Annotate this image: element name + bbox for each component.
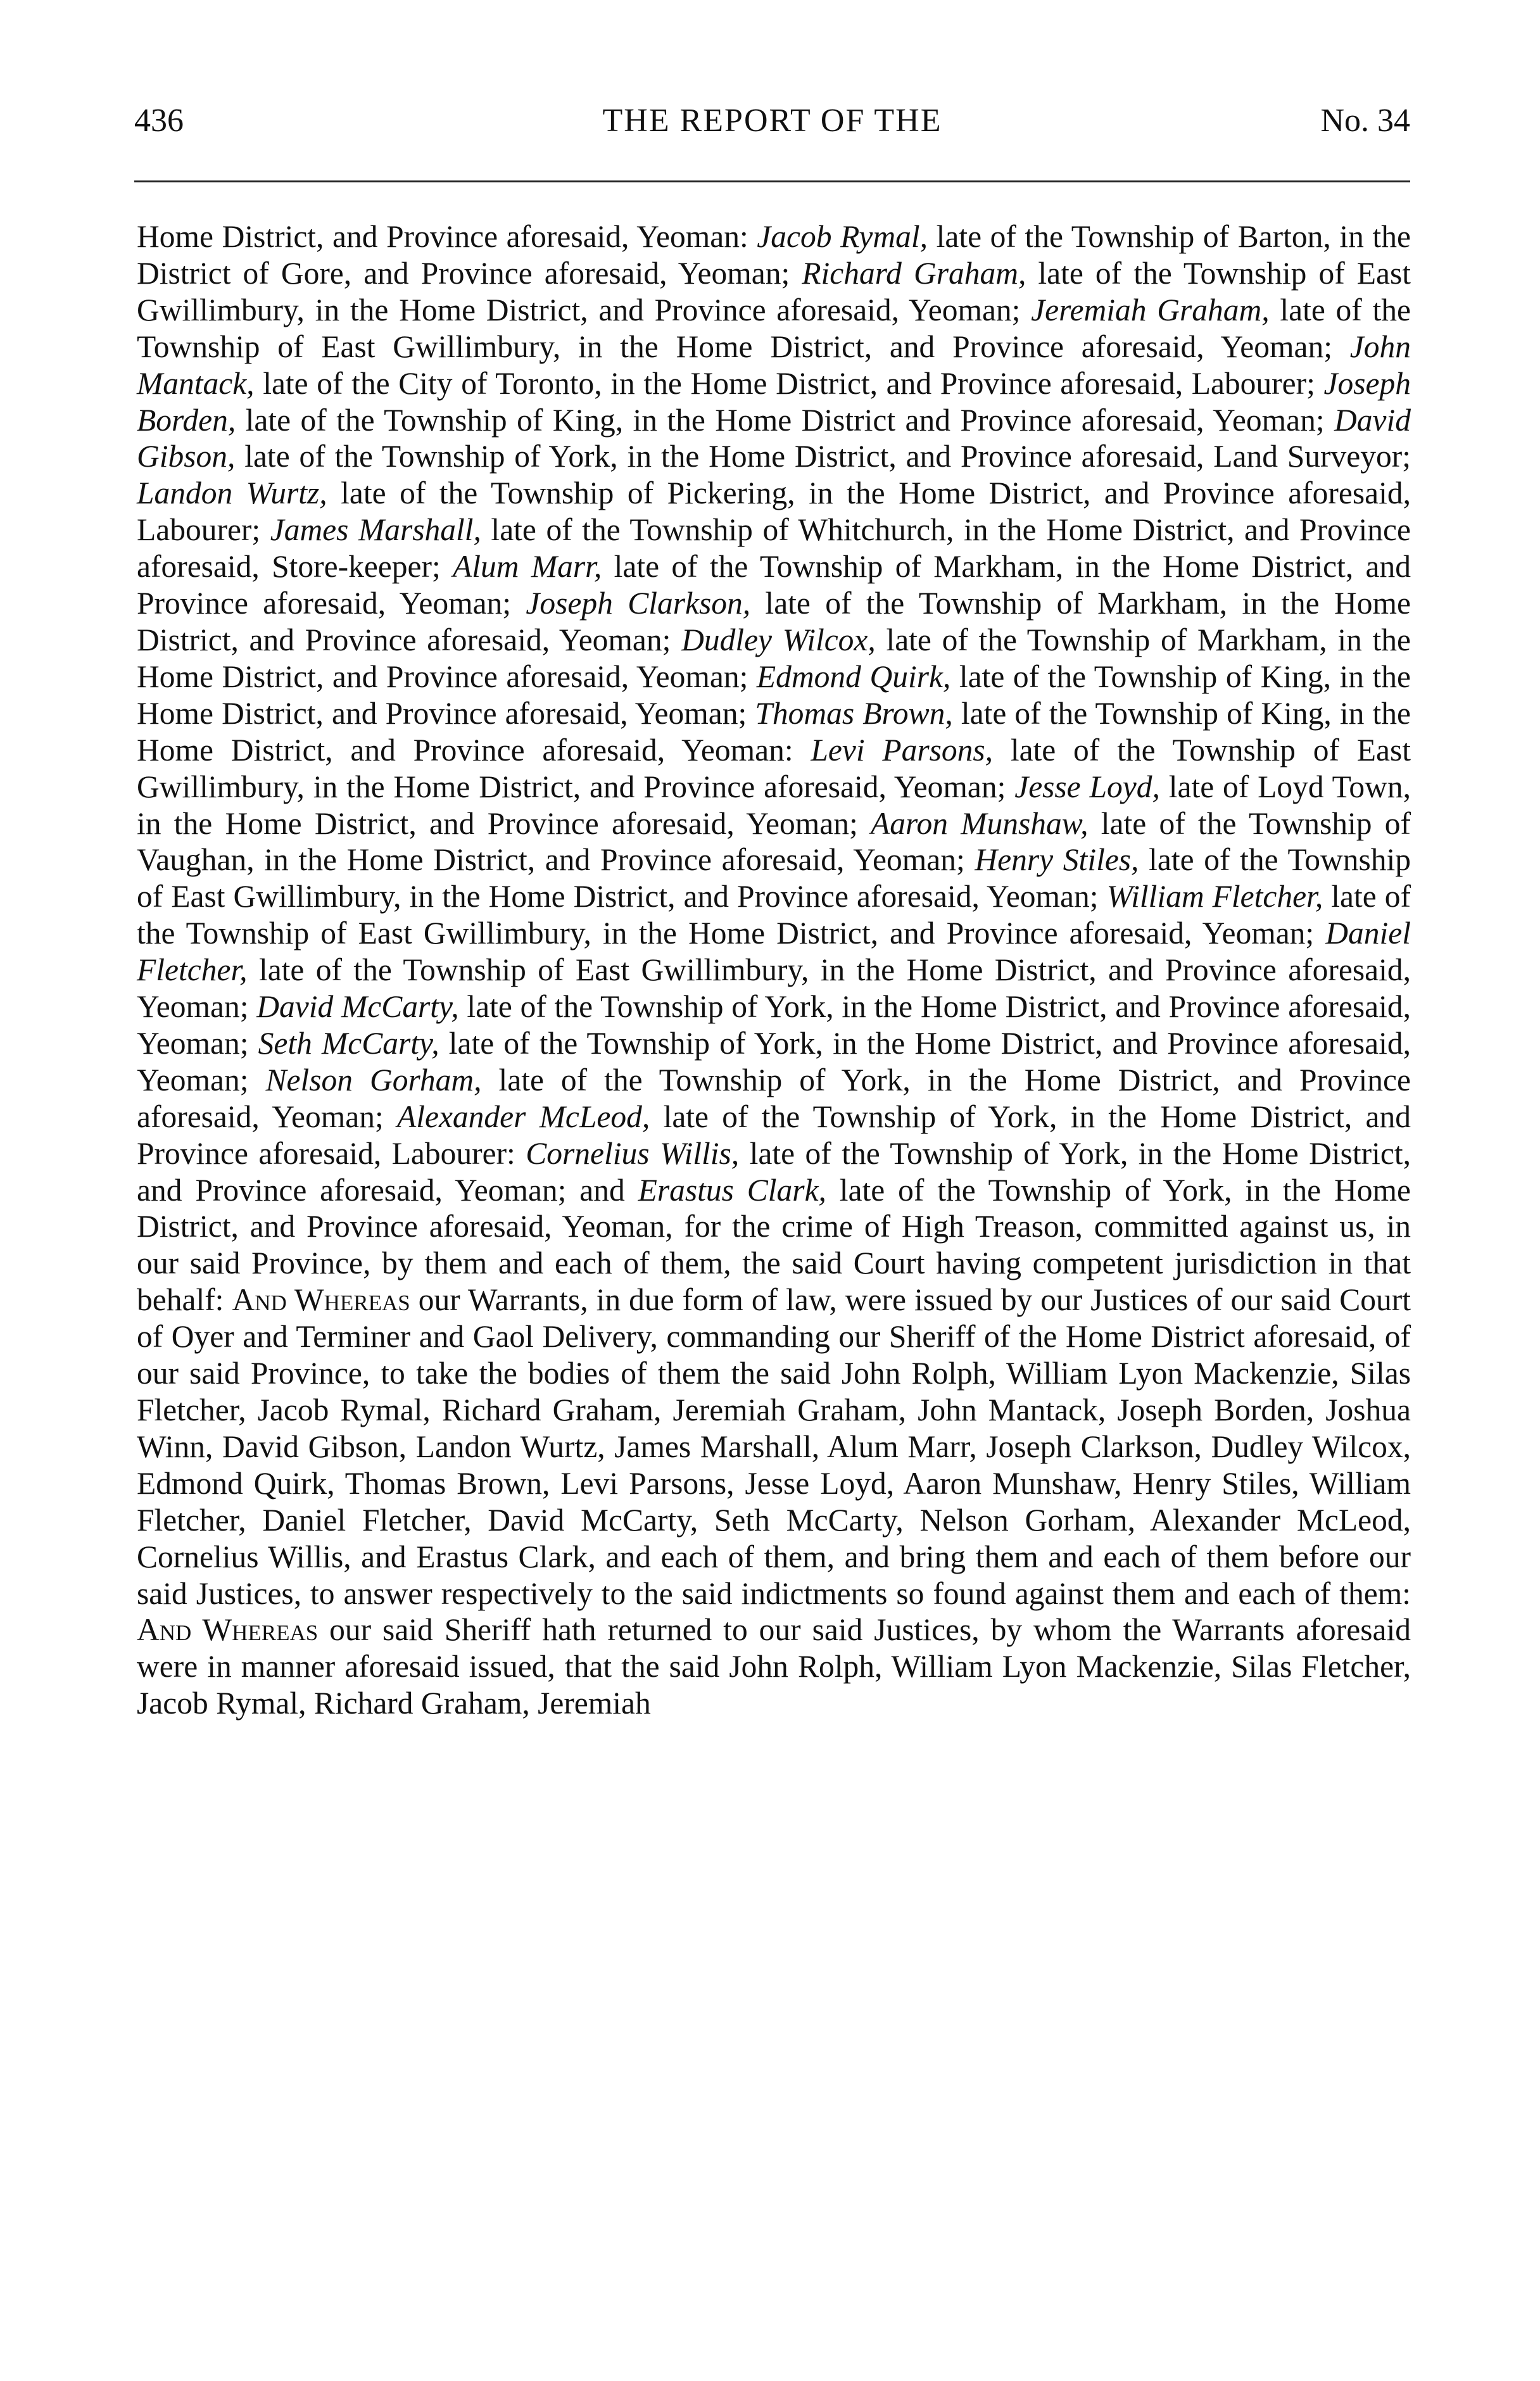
text-run: late of the Township of East Gwillimbury, in the Home District, and Province aforesaid, Yeoman; xyxy=(137,842,1411,914)
person-name: Jesse Loyd, xyxy=(1014,769,1160,804)
text-run: late of the Township of Markham, in the Home District, and Province aforesaid, Yeoman; xyxy=(137,622,1411,694)
text-run: late of the Township of Vaughan, in the Home District, and Province aforesaid, Yeoman; xyxy=(137,805,1411,878)
person-name: Nelson Gorham, xyxy=(265,1062,482,1097)
text-run: late of the Township of King, in the Home District, and Province aforesaid, Yeoman; xyxy=(137,659,1411,731)
text-run: late of the Township of York, in the Home District, and Province aforesaid, Yeoman; xyxy=(137,1062,1411,1134)
person-name: Alexander McLeod, xyxy=(397,1099,650,1134)
person-name: David Gibson, xyxy=(137,402,1411,474)
text-run: late of the Township of Markham, in the Home District, and Province aforesaid, Yeoman; xyxy=(137,586,1411,657)
text-run: late of the Township of York, in the Home District, and Province aforesaid, Yeoman, for the crime of High Treason, committed against us, in our said Province, by them and each of them, the said Court having competent jurisdiction in that behalf: xyxy=(137,1172,1411,1318)
body-text xyxy=(137,218,1411,2245)
person-name: Daniel Fletcher, xyxy=(137,916,1411,988)
person-name: Cornelius Willis, xyxy=(526,1135,740,1171)
person-name: Levi Parsons, xyxy=(811,732,994,767)
text-run: late of the Township of Pickering, in the Home District, and Province aforesaid, Labourer; xyxy=(137,476,1411,548)
small-caps-phrase: And Whereas xyxy=(137,1612,319,1648)
text-run: our said Sheriff hath returned to our said Justices, by whom the Warrants aforesaid were in manner aforesaid issued, that the said John Rolph, William Lyon Mackenzie, Silas Fletcher, Jacob Rymal, Richard Graham, Jeremiah xyxy=(137,1612,1411,1721)
person-name: Jeremiah Graham, xyxy=(1031,292,1270,327)
text-run: late of the Township of East Gwillimbury, in the Home District, and Province aforesaid, Yeoman; xyxy=(137,879,1411,951)
text-run: late of the Township of King, in the Home District and Province aforesaid, Yeoman; xyxy=(236,402,1335,438)
person-name: Joseph Borden, xyxy=(137,365,1411,438)
running-title: THE REPORT OF THE xyxy=(602,103,942,139)
person-name: Joseph Clarkson, xyxy=(526,586,751,621)
person-name: Henry Stiles, xyxy=(975,842,1139,878)
person-name: Edmond Quirk, xyxy=(756,659,951,694)
text-run: late of the Township of York, in the Home District, and Province aforesaid, Land Surveyor; xyxy=(235,439,1411,474)
text-run: late of the Township of Barton, in the District of Gore, and Province aforesaid, Yeoman; xyxy=(137,219,1411,291)
person-name: Alum Marr, xyxy=(453,549,602,584)
person-name: James Marshall, xyxy=(270,512,481,548)
person-name: Aaron Munshaw, xyxy=(871,805,1089,841)
text-run: late of the City of Toronto, in the Home District, and Province aforesaid, Labourer; xyxy=(254,365,1324,401)
text-run: late of the Township of East Gwillimbury, in the Home District, and Province aforesaid, Yeoman; xyxy=(137,732,1411,804)
person-name: Thomas Brown, xyxy=(755,695,953,731)
person-name: Landon Wurtz, xyxy=(137,476,327,511)
text-run: late of the Township of East Gwillimbury, in the Home District, and Province aforesaid, Yeoman; xyxy=(137,292,1411,364)
person-name: Jacob Rymal, xyxy=(757,219,928,254)
person-name: Erastus Clark, xyxy=(638,1172,826,1208)
text-run: late of the Township of York, in the Home District, and Province aforesaid, Yeoman; xyxy=(137,989,1411,1061)
document-number: No. 34 xyxy=(1320,103,1410,139)
body-paragraph xyxy=(137,218,1411,1722)
text-run: late of the Township of York, in the Home District, and Province aforesaid, Yeoman; and xyxy=(137,1135,1411,1208)
text-run: our Warrants, in due form of law, were issued by our Justices of our said Court of Oyer and Terminer and Gaol Delivery, commanding our Sheriff of the Home District aforesaid, of our said Province, to take the bodies of them the said John Rolph, William Lyon Mackenzie, Silas Fletcher, Jacob Rymal, Richard Graham, Jeremiah Graham, John Mantack, Joseph Borden, Joshua Winn, David Gibson, Landon Wurtz, James Marshall, Alum Marr, Joseph Clarkson, Dudley Wilcox, Edmond Quirk, Thomas Brown, Levi Parsons, Jesse Loyd, Aaron Munshaw, Henry Stiles, William Fletcher, Daniel Fletcher, David McCarty, Seth McCarty, Nelson Gorham, Alexander McLeod, Cornelius Willis, and Erastus Clark, and each of them, and bring them and each of them before our said Justices, to answer respectively to the said indictments so found against them and each of them: xyxy=(137,1282,1411,1611)
person-name: William Fletcher, xyxy=(1106,879,1323,914)
text-run: late of the Township of York, in the Home District, and Province aforesaid, Labourer: xyxy=(137,1099,1411,1171)
text-run: late of the Township of East Gwillimbury, in the Home District, and Province aforesaid, Yeoman; xyxy=(137,255,1411,327)
small-caps-phrase: And Whereas xyxy=(232,1282,410,1318)
person-name: David McCarty, xyxy=(256,989,459,1025)
page-number: 436 xyxy=(134,103,184,139)
header-rule xyxy=(134,180,1410,182)
person-name: Richard Graham, xyxy=(802,255,1026,291)
text-run: late of Loyd Town, in the Home District, and Province aforesaid, Yeoman; xyxy=(137,769,1411,841)
text-run: late of the Township of Markham, in the Home District, and Province aforesaid, Yeoman; xyxy=(137,549,1411,621)
person-name: Seth McCarty, xyxy=(258,1025,439,1061)
text-run: Home District, and Province aforesaid, Yeoman: xyxy=(137,219,757,254)
person-name: John Mantack, xyxy=(137,329,1411,401)
text-run: late of the Township of Whitchurch, in the Home District, and Province aforesaid, Store-keeper; xyxy=(137,512,1411,584)
text-run: late of the Township of East Gwillimbury, in the Home District, and Province aforesaid, Yeoman; xyxy=(137,952,1411,1025)
text-run: late of the Township of York, in the Home District, and Province aforesaid, Yeoman; xyxy=(137,1025,1411,1097)
page-header xyxy=(134,100,1410,142)
text-run: late of the Township of King, in the Home District, and Province aforesaid, Yeoman: xyxy=(137,695,1411,767)
person-name: Dudley Wilcox, xyxy=(681,622,876,657)
